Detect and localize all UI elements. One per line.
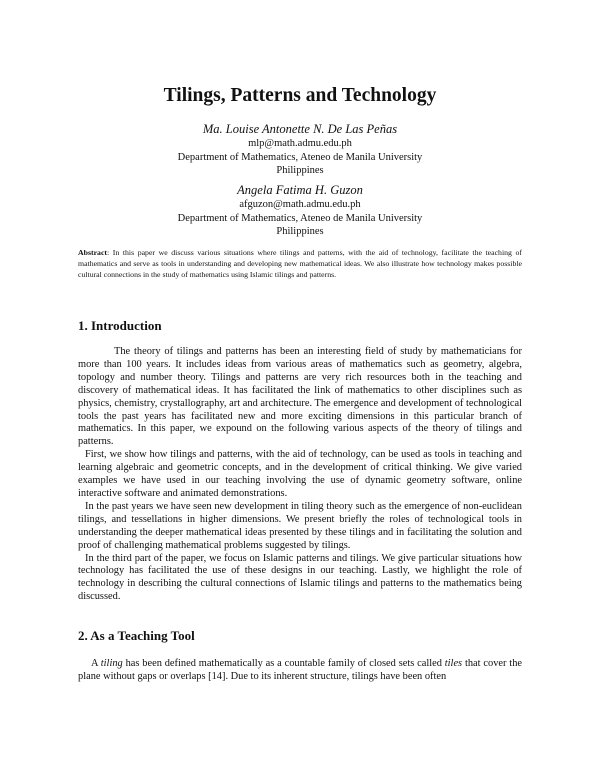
- paragraph: In the past years we have seen new development in tiling theory such as the emergence of non-euclidean tilings, and tessellations in higher dimensions. We present briefly the roles of technological tools in understanding the deeper mathematical ideas presented by these tilings and in facilitating the solution and proof of challenging mathematical problems suggested by tilings.: [78, 500, 522, 551]
- author-department: Department of Mathematics, Ateneo de Manila University: [177, 151, 423, 163]
- section-heading-teaching-tool: 2. As a Teaching Tool: [78, 628, 195, 643]
- term-tiles: tiles: [444, 658, 463, 669]
- author-country: Philippines: [276, 226, 324, 237]
- section-body-teaching-tool: [78, 658, 522, 684]
- author-country: Philippines: [276, 165, 324, 176]
- author-name: Angela Fatima H. Guzon: [237, 183, 363, 197]
- author-department: Department of Mathematics, Ateneo de Manila University: [177, 212, 423, 224]
- paper-title: Tilings, Patterns and Technology: [163, 85, 437, 106]
- section-body-introduction: [78, 346, 522, 604]
- author-block-1: [0, 121, 600, 178]
- text-run: A: [91, 658, 101, 669]
- section-heading-introduction: 1. Introduction: [78, 318, 162, 333]
- paragraph: [78, 658, 522, 684]
- abstract-text: : In this paper we discuss various situations where tilings and patterns, with the aid of technology, facilitate the teaching of mathematics and serve as tools in understanding and developing new mathematical ideas. We also illustrate how technology makes possible cultural connections in the study of mathematics using Islamic tilings and patterns.: [78, 248, 522, 279]
- author-email: mlp@math.admu.edu.ph: [248, 138, 352, 149]
- paragraph: First, we show how tilings and patterns, with the aid of technology, can be used as tools in teaching and learning algebraic and geometric concepts, and in the development of critical thinking. We give varied examples we have used in our teaching involving the use of dynamic geometry software, online interactive software and animated demonstrations.: [78, 449, 522, 499]
- author-name: Ma. Louise Antonette N. De Las Peñas: [202, 122, 398, 136]
- term-tiling: tiling: [100, 658, 123, 669]
- text-run: has been defined mathematically as a countable family of closed sets called: [122, 658, 445, 669]
- author-block-2: [0, 182, 600, 239]
- abstract: [78, 248, 522, 280]
- abstract-label: Abstract: [78, 248, 108, 257]
- paragraph: In the third part of the paper, we focus on Islamic patterns and tilings. We give particular situations how technology has facilitated the use of these designs in our teaching. Lastly, we highlight the role of technology in describing the cultural connections of Islamic tilings and patterns to the mathematics being discussed.: [78, 552, 522, 603]
- text-run: that cover the plane without gaps or overlaps [14]. Due to its inherent structure, tilings have been often: [78, 658, 522, 682]
- author-email: afguzon@math.admu.edu.ph: [239, 199, 361, 210]
- paragraph: The theory of tilings and patterns has been an interesting field of study by mathematicians for more than 100 years. It includes ideas from various areas of mathematics such as geometry, algebra, topology and number theory. Tilings and patterns are very rich resources both in the teaching and discovery of mathematical ideas. It has facilitated the link of mathematics to other disciplines such as physics, chemistry, crystallography, art and architecture. The emergence and development of technological tools the past years has facilitated new and more exciting dimensions in this particular branch of mathematics. In this paper, we expound on the following various aspects of the theory of tilings and patterns.: [78, 346, 522, 448]
